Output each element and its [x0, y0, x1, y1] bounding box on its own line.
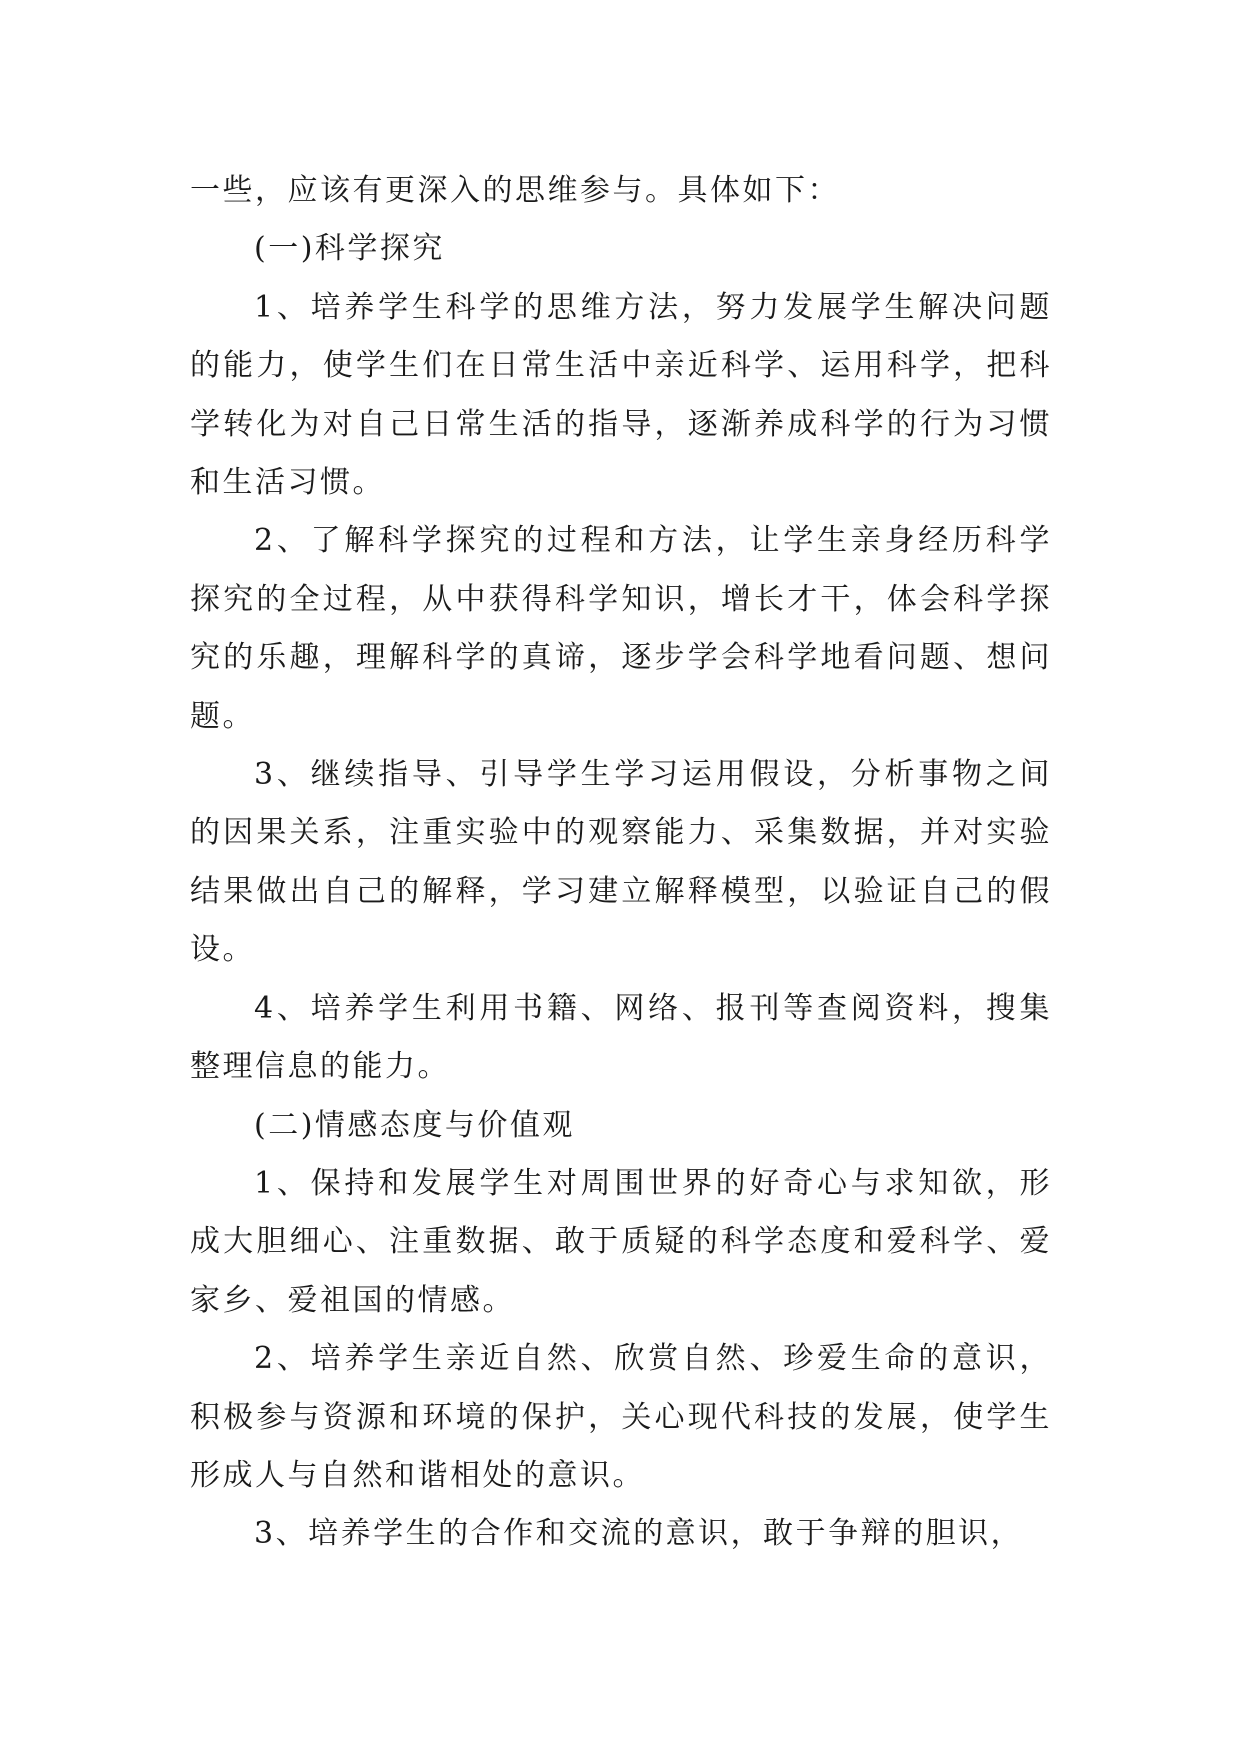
- paragraph-item: 1、培养学生科学的思维方法，努力发展学生解决问题的能力，使学生们在日常生活中亲近科学、运用科学，把科学转化为对自己日常生活的指导，逐渐养成科学的行为习惯和生活习惯。: [190, 289, 1052, 501]
- body-text: [190, 162, 1052, 1564]
- paragraph-item: 2、了解科学探究的过程和方法，让学生亲身经历科学探究的全过程，从中获得科学知识，增长才干，体会科学探究的乐趣，理解科学的真谛，逐步学会科学地看问题、想问题。: [190, 523, 1052, 734]
- paragraph-item: 3、继续指导、引导学生学习运用假设，分析事物之间的因果关系，注重实验中的观察能力、采集数据，并对实验结果做出自己的解释，学习建立解释模型，以验证自己的假设。: [190, 757, 1052, 968]
- paragraph-item: 3、培养学生的合作和交流的意识，敢于争辩的胆识，: [254, 1516, 1024, 1552]
- paragraph-item: 1、保持和发展学生对周围世界的好奇心与求知欲，形成大胆细心、注重数据、敢于质疑的科学态度和爱科学、爱家乡、爱祖国的情感。: [190, 1165, 1052, 1318]
- paragraph-item: 2、培养学生亲近自然、欣赏自然、珍爱生命的意识，积极参与资源和环境的保护，关心现代科技的发展，使学生形成人与自然和谐相处的意识。: [190, 1341, 1052, 1493]
- paragraph-intro: 一些，应该有更深入的思维参与。具体如下：: [190, 173, 840, 208]
- section-heading-attitude: (二)情感态度与价值观: [254, 1107, 575, 1143]
- paragraph-item: 4、培养学生利用书籍、网络、报刊等查阅资料，搜集整理信息的能力。: [190, 990, 1052, 1085]
- section-heading-inquiry: (一)科学探究: [254, 231, 445, 267]
